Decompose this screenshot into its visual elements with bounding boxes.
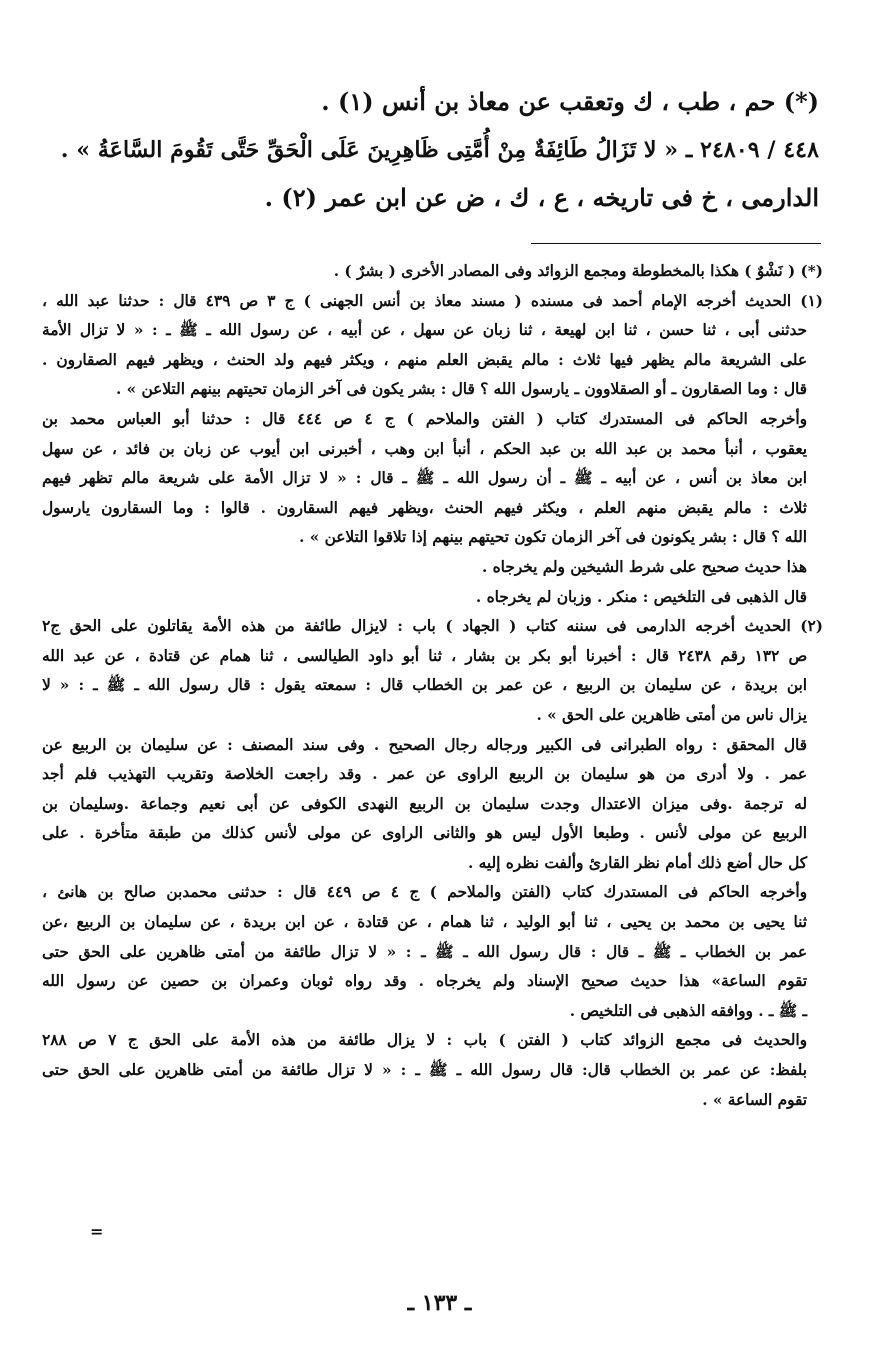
footnote-1-line: الله ؟ قال : بشر يكونون فى آخر الزمان تكون تحيتهم بينهم إذا تلاقوا التلاعن » . (299, 528, 807, 547)
footnote-2-line: ـ ﷺ ـ . ووافقه الذهبى فى التلخيص . (569, 1001, 807, 1020)
main-hadith-text (60, 78, 819, 222)
footnote-2-line: تقوم الساعة» هذا حديث صحيح الإسناد ولم يخرجاه . وقد رواه ثوبان وعمران بن حصين عن رسول الله (42, 972, 807, 991)
footnotes (42, 257, 823, 1115)
footnote-1-line: ابن معاذ بن أنس ، عن أبيه ـ ﷺ ـ أن رسول الله ـ ﷺ ـ قال : « لا تزال الأمة على شريعة مالم تظهر فيهم (42, 469, 807, 488)
footnote-1-line: هذا حديث صحيح على شرط الشيخين ولم يخرجاه . (482, 557, 807, 576)
main-line-hadith: ٤٤٨ / ٢٤٨٠٩ ـ « لا تَزَالُ طَائِفَةٌ مِنْ أُمَّتِى ظَاهِرِينَ عَلَى الْحَقِّ حَتَّى تَقُومَ السَّاعَةُ » . (60, 137, 819, 163)
footnote-2-line: له ترجمة .وفى ميزان الاعتدال وجدت سليمان بن الربيع النهدى الكوفى عن أبى نعيم وجماعة .وسليمان بن (42, 794, 807, 813)
footnote-2-line: (٢) الحديث أخرجه الدارمى فى سننه كتاب ( الجهاد ) باب : لايزال طائفة من هذه الأمة يقاتلون على الحق ج٢ (42, 617, 823, 636)
footnote-2-line: الربيع عن مولى لأنس . وطبعا الأول ليس هو والثانى الراوى عن مولى لأنس كذلك من طبقة متأخرة . على (42, 824, 807, 843)
footnote-1-line: قال الذهبى فى التلخيص : منكر . وزبان لم يخرجاه . (475, 587, 807, 606)
footnote-2-line: تقوم الساعة » . (702, 1090, 807, 1109)
main-line-source-note: (*) حم ، طب ، ك وتعقب عن معاذ بن أنس (١) . (321, 87, 819, 116)
footnote-1-line: على الشريعة مالم يظهر فيها ثلاث : مالم يقبض العلم منهم ، ويكثر فيهم ولد الحنث ، ويظهر فيهم الصقارون . (42, 350, 807, 369)
footnote-2-line: يزال ناس من أمتى ظاهرين على الحق » . (536, 705, 807, 724)
footnote-2-line: ص ١٣٢ رقم ٢٤٣٨ قال : أخبرنا أبو بكر بن بشار ، ثنا أبو داود الطيالسى ، ثنا همام عن قتادة ، عن عبد الله (42, 646, 808, 665)
footnote-2-line: وأخرجه الحاكم فى المستدرك كتاب (الفتن والملاحم ) ج ٤ ص ٤٤٩ قال : حدثنى محمدبن صالح بن هانئ ، (42, 883, 807, 902)
footnote-2-line: والحديث فى مجمع الزوائد كتاب ( الفتن ) باب : لا يزال طائفة من هذه الأمة على الحق ج ٧ ص ٢٨٨ (42, 1031, 807, 1050)
page-number: ـ ١٣٣ ـ (407, 1290, 472, 1316)
footnote-star-note: (*) ( نَشْوٌ ) هكذا بالمخطوطة ومجمع الزوائد وفى المصادر الأخرى ( بشرٌ ) . (333, 262, 823, 280)
footnote-2-line: كل حال أضع ذلك أمام نظر القارئ وألفت نظره إليه . (468, 853, 807, 872)
footnote-1-line: ثلاث : مالم يقبض منهم العلم ، ويكثر فيهم الحنث ،ويظهر فيهم السقارون . قالوا : وما السقارون يارسول (42, 498, 807, 517)
footnote-2-line: عمر . ولا أدرى من هو سليمان بن الربيع الراوى عن عمر . وقد راجعت الخلاصة وتقريب التهذيب فلم أجد (42, 765, 807, 784)
footnote-2-line: عمر بن الخطاب ـ ﷺ ـ قال : قال رسول الله ـ ﷺ ـ : « لا تزال طائفة من أمتى ظاهرين على الحق حتى (42, 942, 807, 961)
continuation-mark: = (90, 1222, 104, 1241)
footnote-1-line: يعقوب ، أنبأ محمد بن عبد الله بن عبد الحكم ، أنبأ ابن وهب ، أخبرنى ابن أيوب عن زبان بن فائد ، عن سهل (42, 439, 807, 458)
footnote-1-line: وأخرجه الحاكم فى المستدرك كتاب ( الفتن والملاحم ) ج ٤ ص ٤٤٤ قال : حدثنا أبو العباس محمد بن (42, 409, 807, 428)
footnote-1-line: قال : وما الصقارون ـ أو الصقلاوون ـ يارسول الله ؟ قال : بشر يكون فى آخر الزمان تحيتهم بينهم التلاعن » . (116, 380, 807, 399)
footnote-1-line: (١) الحديث أخرجه الإمام أحمد فى مسنده ( مسند معاذ بن أنس الجهنى ) ج ٣ ص ٤٣٩ قال : حدثنا عبد الله ، (42, 291, 823, 310)
footnote-2-line: ثنا يحيى بن محمد بن يحيى ، ثنا أبو الوليد ، ثنا همام ، عن قتادة ، عن ابن بريدة ، عن سليمان بن الربيع ،عن (42, 913, 807, 932)
footnote-1-line: حدثنى أبى ، ثنا حسن ، ثنا ابن لهيعة ، ثنا زبان عن سهل ، عن أبيه ، عن رسول الله ـ ﷺ ـ : « لا تزال الأمة (42, 321, 807, 340)
main-line-narrators: الدارمى ، خ فى تاريخه ، ع ، ك ، ض عن ابن عمر (٢) . (264, 183, 819, 212)
footnote-2-line: ابن بريدة ، عن سليمان بن الربيع ، عن عمر بن الخطاب قال : سمعته يقول : قال رسول الله ـ ﷺ ـ : « لا (42, 676, 807, 695)
footnote-2-line: قال المحقق : رواه الطبرانى فى الكبير ورجاله رجال الصحيح . وفى سند المصنف : عن سليمان بن الربيع عن (42, 735, 807, 754)
footnote-divider (531, 243, 821, 244)
footnote-2-line: بلفظ: عن عمر بن الخطاب قال: قال رسول الله ـ ﷺ ـ : « لا تزال طائفة من أمتى ظاهرين على الحق حتى (42, 1061, 807, 1080)
